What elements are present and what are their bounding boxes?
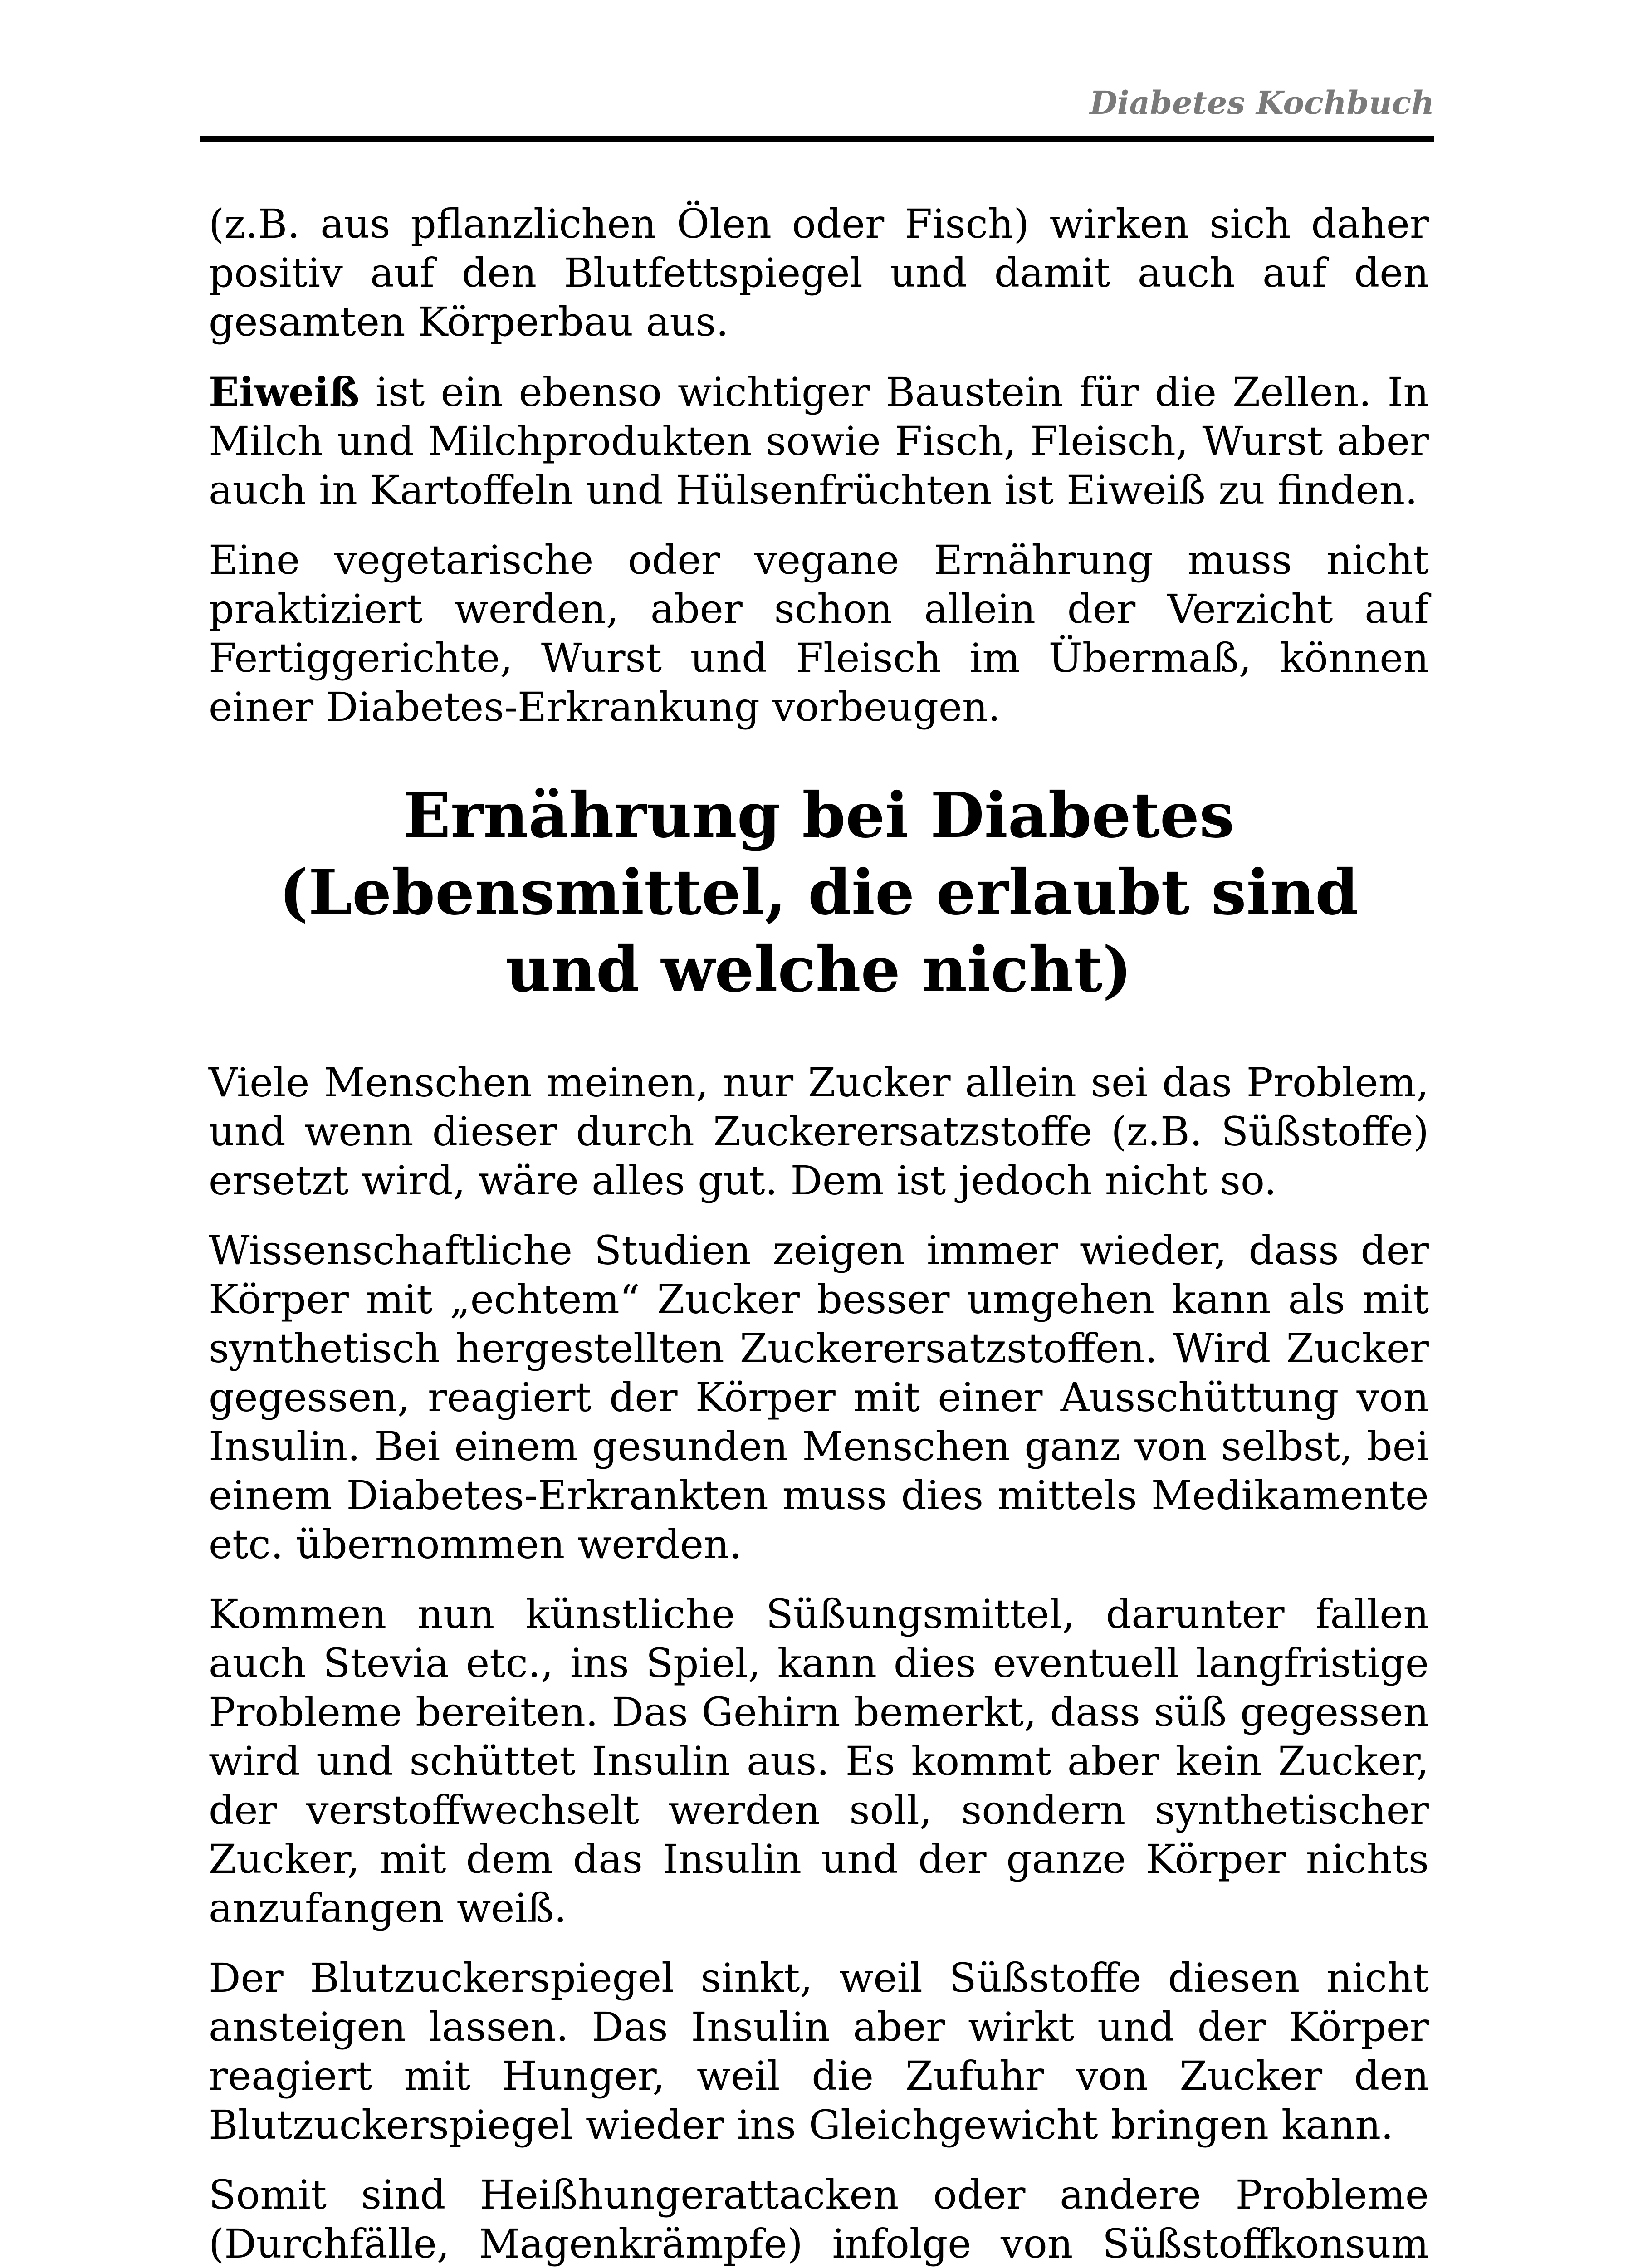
paragraph-protein xyxy=(209,367,1429,515)
paragraph-fats-continued: (z.B. aus pflanzlichen Ölen oder Fisch) wirken sich daher positiv auf den Blutfettspiegel und damit auch auf den gesamten Körperbau aus. xyxy=(209,200,1429,345)
paragraph-sweeteners: Kommen nun künstliche Süßungsmittel, darunter fallen auch Stevia etc., ins Spiel, kann dies eventuell langfristige Probleme bereiten. Das Gehirn bemerkt, dass süß gegessen wird und schüttet Insulin aus. Es kommt aber kein Zucker, der verstoffwechselt werden soll, sondern synthetischer Zucker, mit dem das Insulin und der ganze Körper nichts anzufangen weiß. xyxy=(209,1591,1429,1931)
paragraph-vegetarian: Eine vegetarische oder vegane Ernährung muss nicht praktiziert werden, aber schon allein der Verzicht auf Fertiggerichte, Wurst und Fleisch im Übermaß, können einer Diabetes-Erkrankung vorbeugen. xyxy=(209,537,1429,730)
running-title: Diabetes Kochbuch xyxy=(1090,84,1434,122)
header-rule xyxy=(200,136,1434,142)
page-body xyxy=(209,200,1429,2268)
paragraph-protein-text: ist ein ebenso wichtiger Baustein für die Zellen. In Milch und Milchprodukten sowie Fisch, Fleisch, Wurst aber auch in Kartoffeln und Hülsenfrüchten ist Eiweiß zu finden. xyxy=(209,369,1429,513)
paragraph-sugar-problem: Viele Menschen meinen, nur Zucker allein sei das Problem, und wenn dieser durch Zuckerersatzstoffe (z.B. Süßstoffe) ersetzt wird, wäre alles gut. Dem ist jedoch nicht so. xyxy=(209,1059,1429,1204)
section-heading: Ernährung bei Diabetes (Lebensmittel, die erlaubt sind und welche nicht) xyxy=(279,779,1359,1006)
paragraph-cravings: Somit sind Heißhungerattacken oder andere Probleme (Durchfälle, Magenkrämpfe) infolge von Süßstoffkonsum xyxy=(209,2171,1429,2267)
term-protein: Eiweiß xyxy=(209,368,360,415)
paragraph-studies: Wissenschaftliche Studien zeigen immer wieder, dass der Körper mit „echtem“ Zucker besser umgehen kann als mit synthetisch hergestellten Zuckerersatzstoffen. Wird Zucker gegessen, reagiert der Körper mit einer Ausschüttung von Insulin. Bei einem gesunden Menschen ganz von selbst, bei einem Diabetes-Erkrankten muss dies mittels Medikamente etc. übernommen werden. xyxy=(209,1227,1429,1568)
paragraph-blood-sugar: Der Blutzuckerspiegel sinkt, weil Süßstoffe diesen nicht ansteigen lassen. Das Insulin aber wirkt und der Körper reagiert mit Hunger, weil die Zufuhr von Zucker den Blutzuckerspiegel wieder ins Gleichgewicht bringen kann. xyxy=(209,1955,1429,2148)
